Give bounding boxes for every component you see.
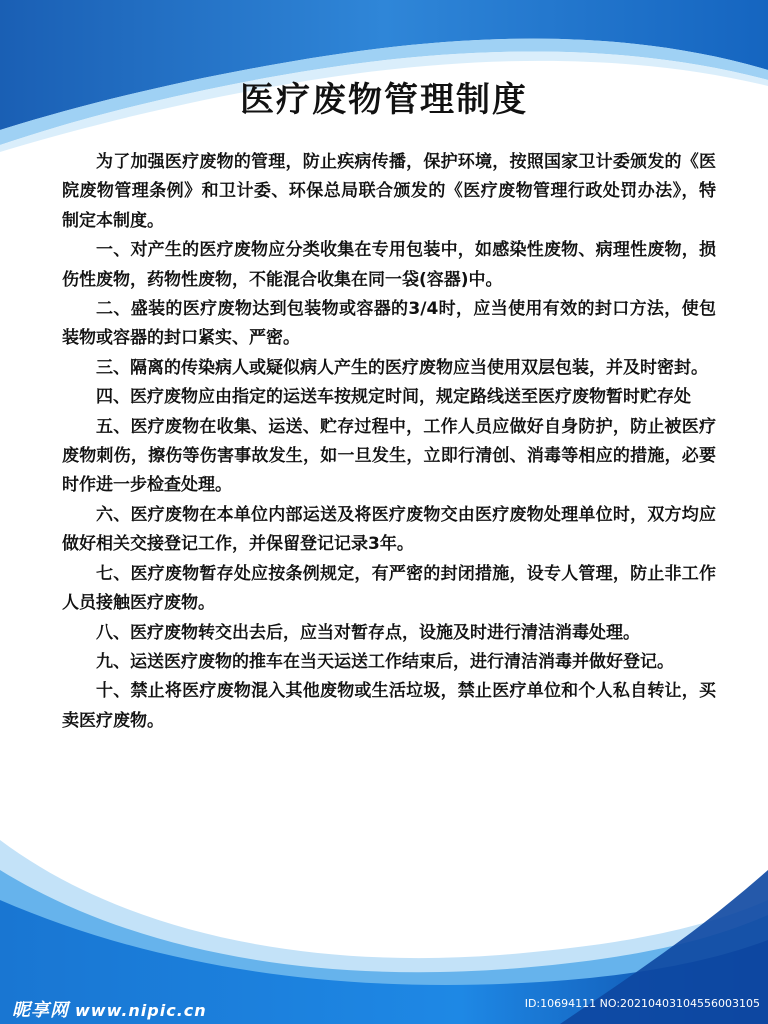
watermark-logo-text: 昵享网 (12, 1000, 69, 1021)
paragraph-rule-7: 七、医疗废物暂存处应按条例规定，有严密的封闭措施，设专人管理，防止非工作人员接触医疗废物。 (62, 563, 716, 614)
paragraph-rule-3: 三、隔离的传染病人或疑似病人产生的医疗废物应当使用双层包装，并及时密封。 (96, 357, 708, 378)
paragraph-rule-9: 九、运送医疗废物的推车在当天运送工作结束后，进行清洁消毒并做好登记。 (96, 651, 674, 672)
paragraph-rule-8: 八、医疗废物转交出去后，应当对暂存点，设施及时进行清洁消毒处理。 (96, 622, 640, 643)
watermark-url: www.nipic.cn (75, 1001, 207, 1020)
watermark-logo (12, 996, 207, 1022)
paragraph-rule-5: 五、医疗废物在收集、运送、贮存过程中，工作人员应做好自身防护，防止被医疗废物刺伤，擦伤等伤害事故发生，如一旦发生，立即行清创、消毒等相应的措施，必要时作进一步检查处理。 (62, 416, 716, 496)
page-title: 医疗废物管理制度 (240, 80, 528, 120)
document-body (62, 148, 716, 736)
paragraph-rule-2: 二、盛装的医疗废物达到包装物或容器的3/4时，应当使用有效的封口方法，使包装物或容器的封口紧实、严密。 (62, 299, 716, 349)
paragraph-rule-6: 六、医疗废物在本单位内部运送及将医疗废物交由医疗废物处理单位时，双方均应做好相关交接登记工作，并保留登记记录3年。 (62, 504, 716, 555)
paragraph-rule-4: 四、医疗废物应由指定的运送车按规定时间，规定路线送至医疗废物暂时贮存处 (96, 387, 691, 408)
paragraph-rule-1: 一、对产生的医疗废物应分类收集在专用包装中，如感染性废物、病理性废物，损伤性废物，药物性废物，不能混合收集在同一袋(容器)中。 (62, 240, 716, 290)
watermark-id: ID:10694111 NO:20210403104556003105 (524, 997, 760, 1010)
paragraph-rule-10: 十、禁止将医疗废物混入其他废物或生活垃圾，禁止医疗单位和个人私自转让，买卖医疗废物。 (62, 681, 716, 731)
paragraph-intro: 为了加强医疗废物的管理，防止疾病传播，保护环境，按照国家卫计委颁发的《医院废物管理条例》和卫计委、环保总局联合颁发的《医疗废物管理行政处罚办法》，特制定本制度。 (62, 152, 716, 231)
